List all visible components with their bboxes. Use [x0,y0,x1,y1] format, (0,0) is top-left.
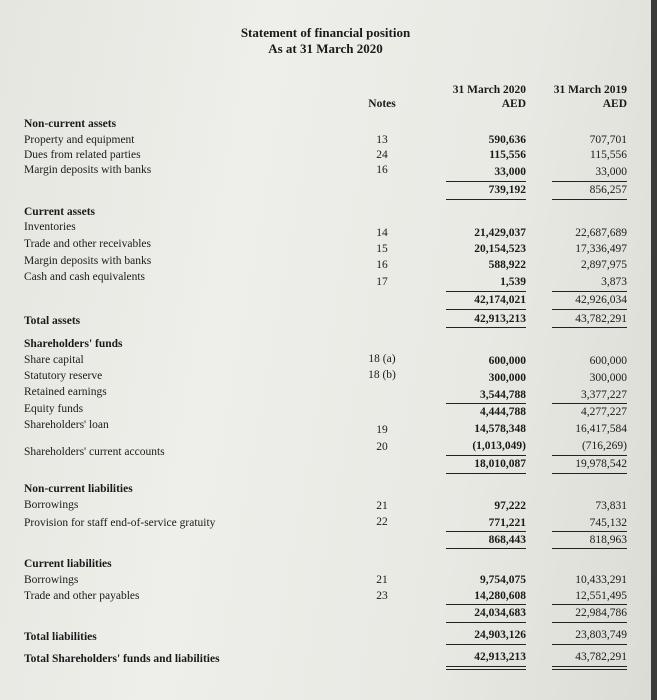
row-value-2020: 588,922 [488,259,526,271]
statement-subtitle: As at 31 March 2020 [268,41,383,56]
row-note: 17 [376,276,388,288]
subtotal-rule [552,309,627,310]
row-value-2019: 707,701 [589,134,627,146]
section-current-liabilities: Current liabilities [24,558,112,570]
row-value-2019: 16,417,584 [575,423,627,435]
subtotal-rule [552,291,627,292]
grand-total-2019: 43,782,291 [575,651,627,663]
total-rule [552,644,627,645]
current-currency-header: AED [501,98,526,110]
row-value-2020: 1,539 [500,276,526,288]
grand-total-rule [552,669,627,670]
row-note: 16 [376,164,388,176]
total-assets-label: Total assets [24,315,81,327]
row-value-2020: 4,444,788 [480,406,526,418]
row-value-2020: 590,636 [488,134,526,146]
subtotal-2020: 868,443 [488,534,526,546]
row-value-2020: 14,280,608 [474,590,526,602]
row-note: 20 [376,441,388,453]
subtotal-rule [552,403,627,404]
row-label: Cash and cash equivalents [24,271,146,283]
subtotal-rule [446,181,526,182]
row-value-2020: 33,000 [494,166,526,178]
row-label: Dues from related parties [24,149,141,161]
row-value-2019: (716,269) [581,440,627,452]
row-value-2019: 73,831 [595,500,627,512]
prior-currency-header: AED [602,98,627,110]
row-note: 14 [376,227,388,239]
row-value-2020: 9,754,075 [480,574,526,586]
row-note: 19 [376,424,388,436]
total-assets-2020: 42,913,213 [474,313,526,325]
grand-total-2020: 42,913,213 [474,651,526,663]
grand-total-rule [446,669,526,670]
row-note: 13 [376,134,388,146]
row-value-2019: 33,000 [595,166,627,178]
row-value-2019: 4,277,227 [581,406,627,418]
subtotal-rule [552,199,627,200]
row-value-2019: 3,377,227 [581,389,627,401]
row-label: Equity funds [24,403,84,415]
row-label: Borrowings [24,499,79,511]
row-value-2020: 21,429,037 [474,227,526,239]
total-rule [446,327,526,328]
row-value-2019: 300,000 [589,372,627,384]
row-value-2019: 22,687,689 [575,227,627,239]
row-value-2020: 771,221 [488,517,526,529]
subtotal-rule [552,181,627,182]
subtotal-rule [552,473,627,474]
row-value-2019: 2,897,975 [581,259,627,271]
row-label: Share capital [24,354,84,366]
subtotal-rule [552,548,627,549]
row-label: Inventories [24,221,76,233]
row-label: Trade and other receivables [24,238,151,250]
subtotal-2020: 42,174,021 [474,294,526,306]
grand-total-rule [446,666,526,667]
row-value-2019: 12,551,495 [575,590,627,602]
section-current-assets: Current assets [24,206,96,218]
row-note: 21 [376,500,388,512]
row-value-2020: 600,000 [488,355,526,367]
row-note: 18 (b) [368,369,396,381]
row-note: 22 [376,516,388,528]
total-liabilities-label: Total liabilities [24,631,97,643]
row-note: 15 [376,243,388,255]
row-label: Provision for staff end-of-service gratuity [24,517,216,529]
grand-total-rule [552,666,627,667]
subtotal-rule [552,531,627,532]
subtotal-rule [446,473,526,474]
row-note: 18 (a) [368,353,396,365]
row-value-2019: 115,556 [590,149,627,161]
row-value-2020: 300,000 [488,372,526,384]
row-value-2020: 20,154,523 [474,243,526,255]
grand-total-label: Total Shareholders' funds and liabilities [24,653,220,665]
row-label: Margin deposits with banks [24,164,152,176]
section-non-current-assets: Non-current assets [24,118,117,130]
current-year-header: 31 March 2020 [452,84,526,96]
subtotal-rule [552,604,627,605]
subtotal-rule [446,403,526,404]
total-liabilities-2020: 24,903,126 [474,629,526,641]
row-value-2019: 745,132 [589,517,627,529]
subtotal-rule [446,455,526,456]
subtotal-rule [552,455,627,456]
subtotal-rule [446,622,526,623]
row-label: Shareholders' current accounts [24,446,165,458]
subtotal-2019: 42,926,034 [575,294,627,306]
row-note: 21 [376,574,388,586]
subtotal-2020: 739,192 [488,184,526,196]
subtotal-2019: 22,984,786 [575,607,627,619]
total-liabilities-2019: 23,803,749 [575,629,627,641]
row-value-2020: 3,544,788 [480,389,526,401]
row-value-2020: 97,222 [494,500,526,512]
row-value-2019: 17,336,497 [575,243,627,255]
subtotal-2019: 818,963 [589,534,627,546]
subtotal-2020: 18,010,087 [474,458,526,470]
row-label: Statutory reserve [24,370,103,382]
subtotal-rule [446,291,526,292]
row-value-2019: 10,433,291 [575,574,627,586]
subtotal-2019: 856,257 [589,184,627,196]
prior-year-header: 31 March 2019 [553,84,627,96]
section-non-current-liabilities: Non-current liabilities [24,483,133,495]
notes-header: Notes [368,98,396,110]
subtotal-rule [446,309,526,310]
row-label: Margin deposits with banks [24,255,152,267]
row-label: Property and equipment [24,134,135,146]
page-edge-shadow [651,0,657,700]
row-note: 24 [376,149,388,161]
row-note: 23 [376,590,388,602]
row-value-2020: 115,556 [489,149,526,161]
subtotal-rule [446,604,526,605]
total-rule [552,327,627,328]
subtotal-2019: 19,978,542 [575,458,627,470]
row-note: 16 [376,259,388,271]
total-assets-2019: 43,782,291 [575,313,627,325]
row-value-2020: (1,013,049) [472,440,526,452]
row-label: Retained earnings [24,386,107,398]
row-value-2019: 600,000 [589,355,627,367]
row-label: Borrowings [24,574,79,586]
statement-title: Statement of financial position [240,25,411,40]
subtotal-2020: 24,034,683 [474,607,526,619]
section-shareholders-funds: Shareholders' funds [24,338,123,350]
row-value-2019: 3,873 [601,276,627,288]
subtotal-rule [446,199,526,200]
row-label: Shareholders' loan [24,419,109,431]
subtotal-rule [446,548,526,549]
row-label: Trade and other payables [24,590,140,602]
row-value-2020: 14,578,348 [474,423,526,435]
subtotal-rule [446,531,526,532]
subtotal-rule [552,622,627,623]
total-rule [446,644,526,645]
